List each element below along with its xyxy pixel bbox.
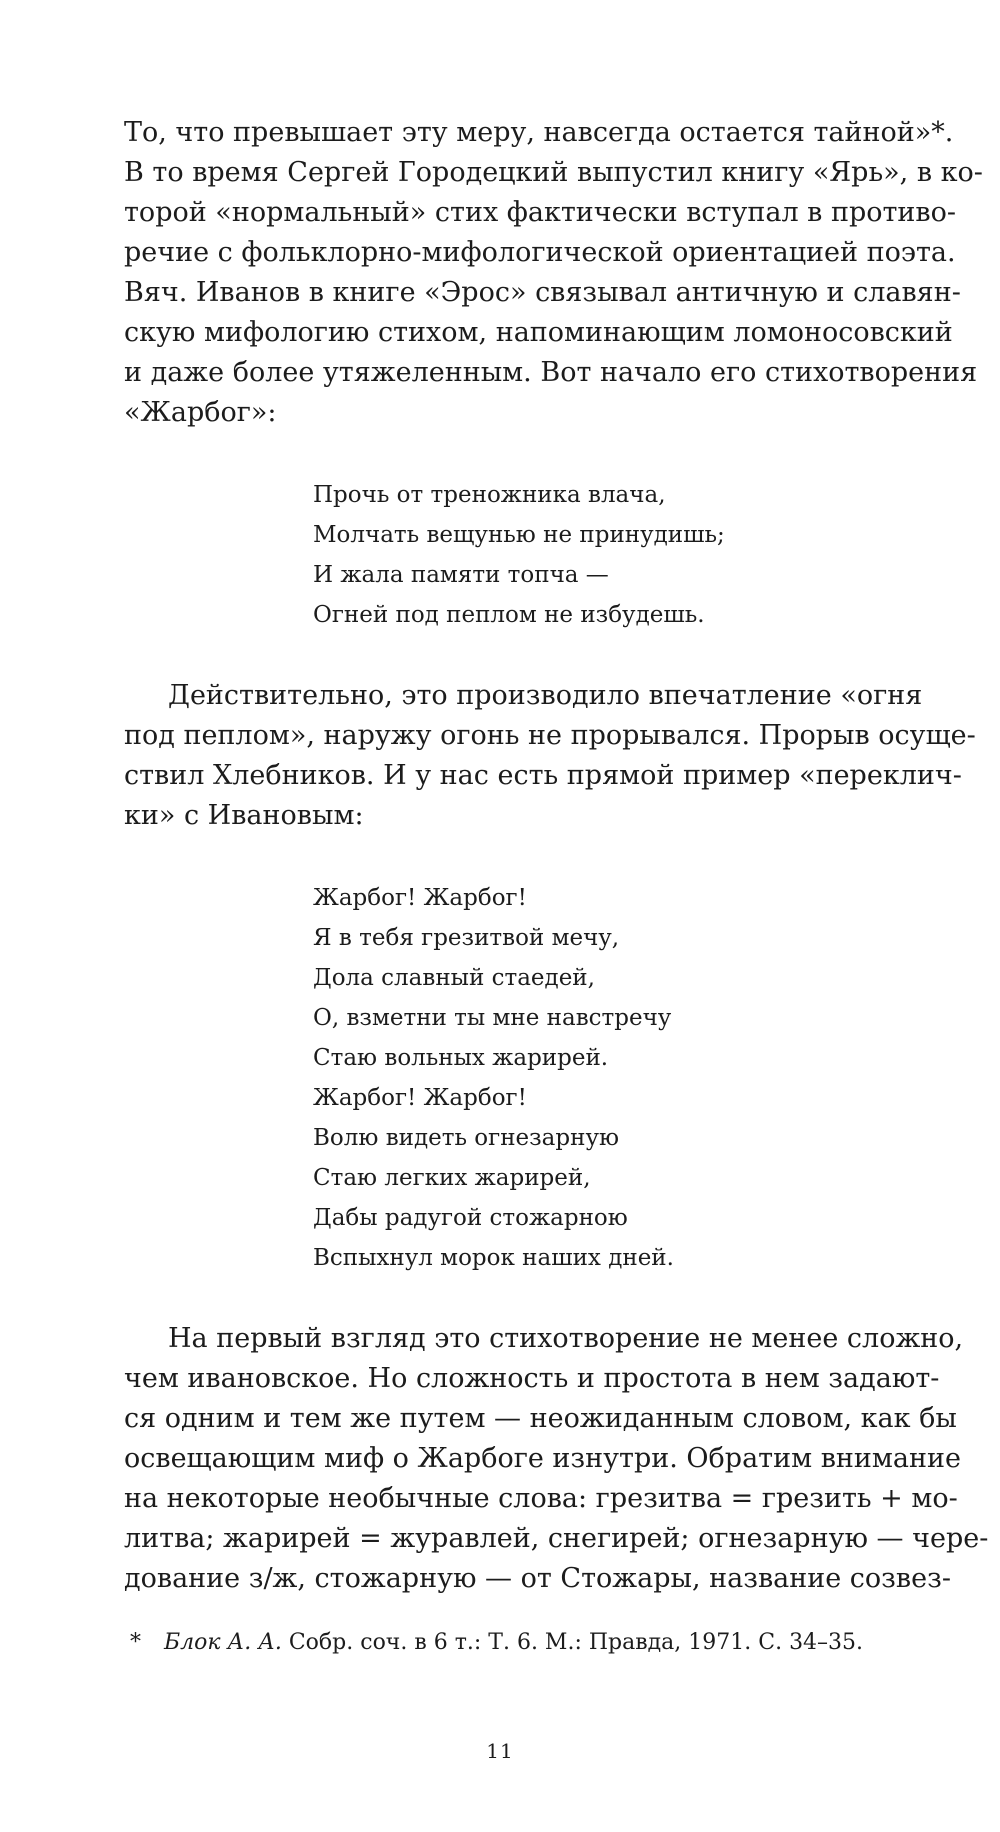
paragraph-2-line: под пеплом», наружу огонь не прорывался. Прорыв осуще-	[124, 720, 976, 751]
verse-2-line: Волю видеть огнезарную	[313, 1125, 620, 1151]
paragraph-1-line: скую мифологию стихом, напоминающим ломоносовский	[124, 317, 953, 348]
page-number: 11	[486, 1739, 514, 1763]
paragraph-1-line: и даже более утяжеленным. Вот начало его стихотворения	[124, 357, 978, 388]
paragraph-1-line: То, что превышает эту меру, навсегда остается тайной»*.	[124, 117, 954, 148]
paragraph-3-line: чем ивановское. Но сложность и простота в нем задают-	[124, 1363, 940, 1394]
paragraph-1-line: «Жарбог»:	[124, 397, 277, 428]
paragraph-2-line: Действительно, это производило впечатление «огня	[168, 680, 923, 711]
verse-2-line: О, взметни ты мне навстречу	[313, 1005, 672, 1031]
verse-2-line: Стаю вольных жарирей.	[313, 1045, 609, 1071]
verse-2-line: Жарбог! Жарбог!	[313, 1085, 527, 1111]
paragraph-3-line: на некоторые необычные слова: грезитва = грезить + мо-	[124, 1483, 958, 1514]
paragraph-1-line: В то время Сергей Городецкий выпустил книгу «Ярь», в ко-	[124, 157, 983, 188]
verse-1-line: Прочь от треножника влача,	[313, 482, 666, 508]
verse-2-line: Жарбог! Жарбог!	[313, 885, 527, 911]
footnote-text: Собр. соч. в 6 т.: Т. 6. М.: Правда, 1971. С. 34–35.	[281, 1630, 864, 1655]
verse-1-line: Огней под пеплом не избудешь.	[313, 602, 705, 628]
verse-1-line: И жала памяти топча —	[313, 562, 609, 588]
footnote-marker: *	[130, 1630, 141, 1655]
paragraph-1-line: речие с фольклорно-мифологической ориентацией поэта.	[124, 237, 956, 268]
verse-1-line: Молчать вещунью не принудишь;	[313, 522, 725, 548]
paragraph-2-line: ствил Хлебников. И у нас есть прямой пример «переклич-	[124, 760, 962, 791]
verse-2-line: Стаю легких жарирей,	[313, 1165, 591, 1191]
verse-2-line: Дола славный стаедей,	[313, 965, 595, 991]
paragraph-3-line: дование з/ж, стожарную — от Стожары, название созвез-	[124, 1563, 951, 1594]
verse-2-line: Вспыхнул морок наших дней.	[313, 1245, 674, 1271]
paragraph-3-line: литва; жарирей = журавлей, снегирей; огнезарную — чере-	[124, 1523, 989, 1554]
paragraph-3-line: На первый взгляд это стихотворение не менее сложно,	[168, 1323, 964, 1354]
paragraph-3-line: освещающим миф о Жарбоге изнутри. Обратим внимание	[124, 1443, 961, 1474]
paragraph-3-line: ся одним и тем же путем — неожиданным словом, как бы	[124, 1403, 957, 1434]
footnote	[130, 1627, 863, 1659]
verse-2-line: Дабы радугой стожарною	[313, 1205, 628, 1231]
paragraph-2-line: ки» с Ивановым:	[124, 800, 364, 831]
paragraph-1-line: Вяч. Иванов в книге «Эрос» связывал античную и славян-	[124, 277, 961, 308]
footnote-author: Блок А. А.	[164, 1630, 282, 1655]
paragraph-1-line: торой «нормальный» стих фактически вступал в противо-	[124, 197, 957, 228]
verse-2-line: Я в тебя грезитвой мечу,	[313, 925, 620, 951]
